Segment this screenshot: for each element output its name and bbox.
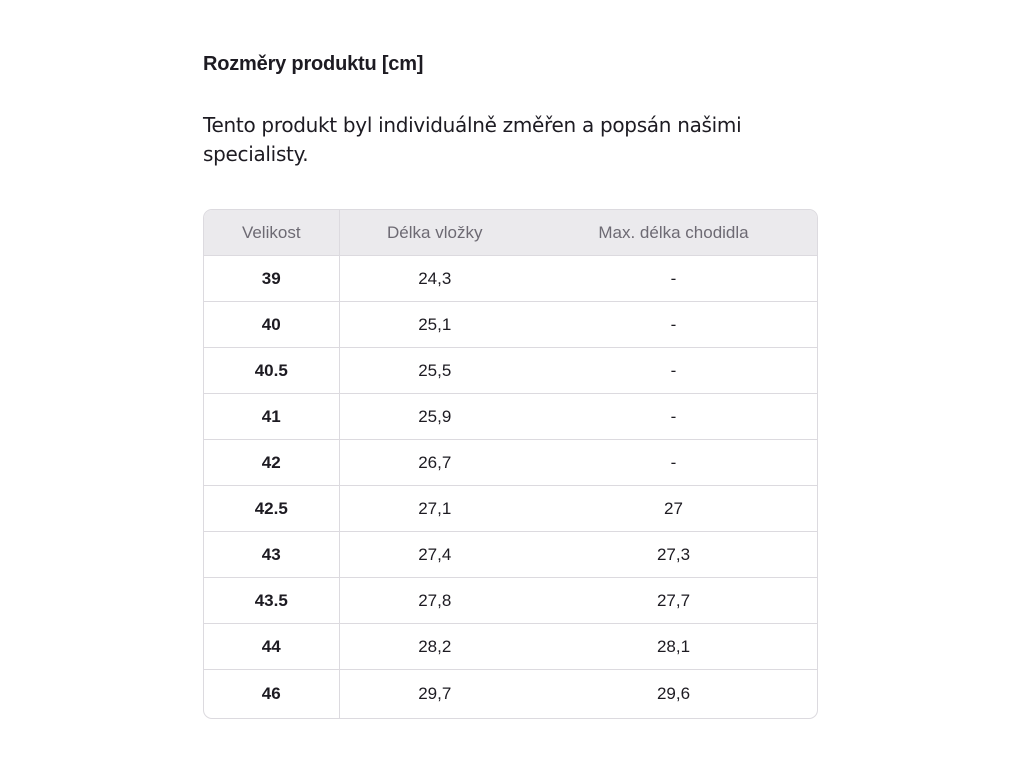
cell-max-foot-length: - [530,394,817,440]
cell-max-foot-length: 28,1 [530,624,817,670]
cell-size: 43 [204,532,339,578]
cell-insole-length: 27,1 [339,486,530,532]
header-insole-length: Délka vložky [339,210,530,256]
cell-insole-length: 25,1 [339,302,530,348]
cell-insole-length: 28,2 [339,624,530,670]
cell-max-foot-length: - [530,440,817,486]
cell-insole-length: 29,7 [418,684,452,703]
cell-max-foot-length: - [530,348,817,394]
intro-text: Tento produkt byl individuálně změřen a popsán našimi specialisty. [203,113,742,166]
cell-insole-length: 25,9 [339,394,530,440]
cell-insole-length: 25,5 [339,348,530,394]
table-row [204,532,817,578]
table-row [204,394,817,440]
table-row [204,256,817,302]
cell-size: 42 [204,440,339,486]
table-row [204,578,817,624]
cell-size: 42.5 [204,486,339,532]
cell-size: 41 [204,394,339,440]
cell-max-foot-length: - [530,256,817,302]
cell-insole-length: 27,8 [339,578,530,624]
table-header-row [204,210,817,256]
table-row [204,670,817,719]
size-table-container [203,209,818,719]
cell-max-foot-length: 29,6 [656,684,691,703]
cell-max-foot-length: 27 [530,486,817,532]
table-row [204,440,817,486]
cell-insole-length: 27,4 [339,532,530,578]
cell-max-foot-length: 27,7 [530,578,817,624]
cell-size: 40.5 [204,348,339,394]
header-size: Velikost [204,210,339,256]
cell-insole-length: 26,7 [339,440,530,486]
cell-size: 43.5 [204,578,339,624]
table-row [204,624,817,670]
cell-size: 44 [204,624,339,670]
cell-insole-length: 24,3 [339,256,530,302]
cell-size: 40 [204,302,339,348]
cell-max-foot-length: 27,3 [530,532,817,578]
table-row [204,486,817,532]
table-row [204,348,817,394]
cell-size: 39 [204,256,339,302]
cell-size: 46 [204,670,339,719]
size-table [204,210,817,718]
table-row [204,302,817,348]
cell-max-foot-length: - [530,302,817,348]
header-max-foot-length: Max. délka chodidla [530,210,817,256]
section-title: Rozměry produktu [cm] [203,53,424,75]
